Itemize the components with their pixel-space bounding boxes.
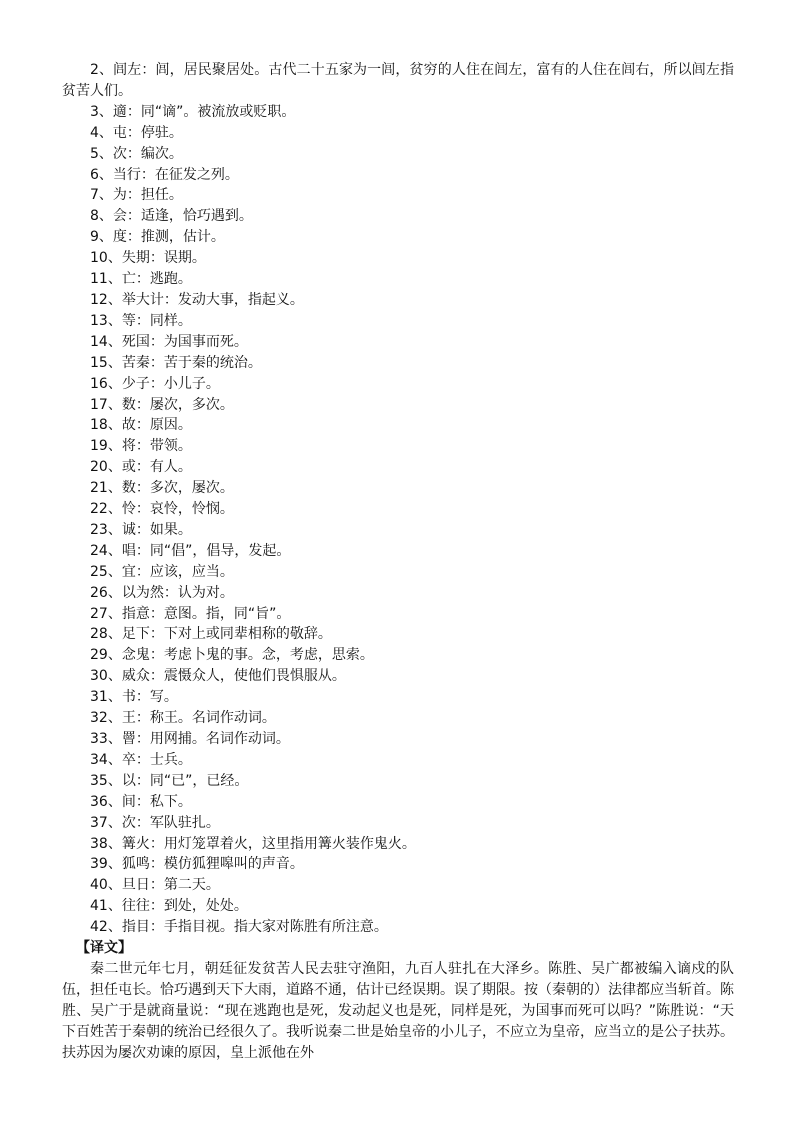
- annotation-item: 27、指意：意图。指，同“旨”。: [90, 605, 291, 622]
- annotation-item: 16、少子：小儿子。: [90, 375, 220, 392]
- annotation-item: 19、将：带领。: [90, 438, 192, 455]
- annotation-item: 32、王：称王。名词作动词。: [90, 710, 276, 727]
- document-page: [62, 60, 734, 1064]
- annotation-item: 21、数：多次，屡次。: [90, 480, 234, 497]
- annotation-item: 25、宜：应该，应当。: [90, 563, 234, 580]
- annotation-item: 26、以为然：认为对。: [90, 584, 234, 601]
- annotation-item: 12、举大计：发动大事，指起义。: [90, 291, 304, 308]
- annotation-item: 10、失期：误期。: [90, 250, 206, 267]
- annotation-item: 14、死国：为国事而死。: [90, 333, 248, 350]
- annotation-item: 15、苦秦：苦于秦的统治。: [90, 354, 262, 371]
- annotation-item: 8、会：适逢，恰巧遇到。: [90, 208, 253, 225]
- annotation-item: 38、篝火：用灯笼罩着火，这里指用篝火装作鬼火。: [90, 835, 416, 852]
- annotation-item: 13、等：同样。: [90, 312, 192, 329]
- annotation-item: 5、次：编次。: [90, 145, 183, 162]
- annotation-item: 4、屯：停驻。: [90, 124, 183, 141]
- annotation-item: 11、亡：逃跑。: [90, 271, 192, 288]
- annotation-item: 37、次：军队驻扎。: [90, 814, 220, 831]
- annotation-item: 36、间：私下。: [90, 793, 192, 810]
- annotation-item: 24、唱：同“倡”，倡导，发起。: [90, 542, 291, 559]
- annotation-list: [62, 60, 734, 938]
- annotation-item: 9、度：推测，估计。: [90, 229, 225, 246]
- annotation-item: 17、数：屡次，多次。: [90, 396, 234, 413]
- annotation-item: 2、闾左：闾，居民聚居处。古代二十五家为一闾，贫穷的人住在闾左，富有的人住在闾右，所以闾左指贫苦人们。: [62, 62, 734, 99]
- annotation-item: 33、罾：用网捕。名词作动词。: [90, 731, 290, 747]
- annotation-item: 30、威众：震慑众人，使他们畏惧服从。: [90, 668, 346, 685]
- annotation-item: 39、狐鸣：模仿狐狸嗥叫的声音。: [90, 856, 304, 873]
- annotation-item: 28、足下：下对上或同辈相称的敬辞。: [90, 626, 332, 643]
- annotation-item: 23、诚：如果。: [90, 521, 192, 538]
- annotation-item: 3、適：同“谪”。被流放或贬职。: [90, 103, 296, 120]
- annotation-item: 22、怜：哀怜，怜悯。: [90, 501, 234, 518]
- annotation-item: 7、为：担任。: [90, 187, 183, 204]
- annotation-item: 35、以：同“已”，已经。: [90, 772, 249, 789]
- annotation-item: 18、故：原因。: [90, 417, 192, 434]
- annotation-item: 31、书：写。: [90, 689, 178, 706]
- annotation-item: 40、旦日：第二天。: [90, 877, 220, 894]
- annotation-item: 20、或：有人。: [90, 459, 192, 476]
- annotation-item: 42、指目：手指目视。指大家对陈胜有所注意。: [90, 919, 388, 936]
- annotation-item: 41、往往：到处，处处。: [90, 898, 248, 915]
- translation-heading: 【译文】: [76, 940, 132, 957]
- annotation-item: 6、当行：在征发之列。: [90, 166, 239, 183]
- annotation-item: 29、念鬼：考虑卜鬼的事。念，考虑，思索。: [90, 647, 374, 664]
- translation-paragraph: 秦二世元年七月，朝廷征发贫苦人民去驻守渔阳，九百人驻扎在大泽乡。陈胜、吴广都被编入谪戍的队伍，担任屯长。恰巧遇到天下大雨，道路不通，估计已经误期。误了期限。按（秦朝的）法律都应当斩首。陈胜、吴广于是就商量说：“现在逃跑也是死，发动起义也是死，同样是死，为国事而死可以吗？”陈胜说：“天下百姓苦于秦朝的统治已经很久了。我听说秦二世是始皇帝的小儿子，不应立为皇帝，应当立的是公子扶苏。扶苏因为屡次劝谏的原因，皇上派他在外: [62, 960, 734, 1061]
- annotation-item: 34、卒：士兵。: [90, 751, 192, 768]
